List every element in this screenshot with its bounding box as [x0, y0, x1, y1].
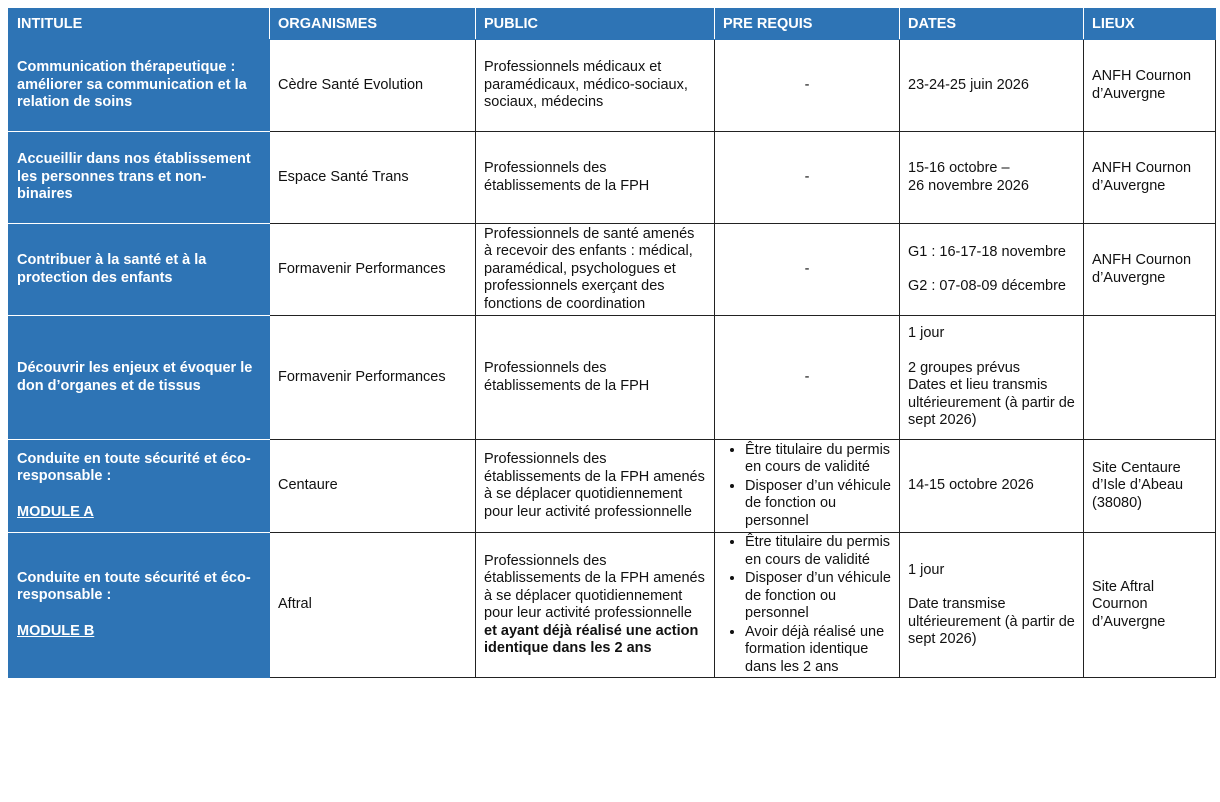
row-intitule	[9, 440, 270, 533]
table-row	[9, 533, 1216, 678]
row-dates: 23-24-25 juin 2026	[900, 40, 1084, 132]
row-prerequis	[715, 533, 900, 678]
row-public: Professionnels des établissements de la FPH	[476, 316, 715, 440]
row-lieu: ANFH Cournon d’Auvergne	[1084, 40, 1216, 132]
module-label: MODULE A	[17, 503, 94, 520]
row-public: Professionnels des établissements de la FPH	[476, 132, 715, 224]
public-bold-text: et ayant déjà réalisé une action identique dans les 2 ans	[484, 622, 699, 656]
public-text: Professionnels des établissements de la FPH amenés à se déplacer quotidiennement pour leur activité professionnelle	[484, 552, 705, 621]
row-dates	[900, 132, 1084, 224]
row-dates	[900, 533, 1084, 678]
list-item: • Disposer d’un véhicule de fonction ou personnel	[745, 478, 891, 531]
dates-line: 2 groupes prévus	[908, 359, 1021, 376]
header-organismes: ORGANISMES	[270, 9, 476, 40]
row-prerequis: -	[715, 132, 900, 224]
table-row	[9, 316, 1216, 440]
row-lieu	[1084, 316, 1216, 440]
prerequis-list	[723, 534, 891, 676]
dates-line: Date transmise ultérieurement (à partir de sept 2026)	[908, 596, 1075, 647]
row-dates	[900, 224, 1084, 316]
header-row	[9, 9, 1216, 40]
row-intitule	[9, 533, 270, 678]
row-organisme: Aftral	[270, 533, 476, 678]
dates-line: G1 : 16-17-18 novembre	[908, 243, 1066, 260]
dates-line: 15-16 octobre –	[908, 160, 1010, 176]
row-lieu: Site Centaure d’Isle d’Abeau (38080)	[1084, 440, 1216, 533]
header-dates: DATES	[900, 9, 1084, 40]
row-dates: 14-15 octobre 2026	[900, 440, 1084, 533]
row-public: Professionnels de santé amenés à recevoir des enfants : médical, paramédical, psychologues et professionnels exerçant des fonctions de coordination	[476, 224, 715, 316]
list-item: • Disposer d’un véhicule de fonction ou personnel	[745, 570, 891, 623]
row-organisme: Cèdre Santé Evolution	[270, 40, 476, 132]
row-organisme: Centaure	[270, 440, 476, 533]
row-prerequis: -	[715, 224, 900, 316]
table-row	[9, 40, 1216, 132]
prerequis-list	[723, 442, 891, 531]
row-public: Professionnels médicaux et paramédicaux, médico-sociaux, sociaux, médecins	[476, 40, 715, 132]
row-prerequis	[715, 440, 900, 533]
intitule-text: Conduite en toute sécurité et éco-responsable :	[17, 450, 251, 485]
training-table	[8, 8, 1216, 678]
row-lieu: ANFH Cournon d’Auvergne	[1084, 224, 1216, 316]
module-label: MODULE B	[17, 622, 95, 639]
row-intitule: Accueillir dans nos établissement les personnes trans et non-binaires	[9, 132, 270, 224]
row-intitule: Communication thérapeutique : améliorer sa communication et la relation de soins	[9, 40, 270, 132]
dates-line: Dates et lieu transmis ultérieurement (à partir de sept 2026)	[908, 377, 1075, 429]
row-prerequis: -	[715, 40, 900, 132]
list-item: • Avoir déjà réalisé une formation identique dans les 2 ans	[745, 624, 891, 677]
table-row	[9, 224, 1216, 316]
header-intitule: INTITULE	[9, 9, 270, 40]
header-prerequis: PRE REQUIS	[715, 9, 900, 40]
row-public: Professionnels des établissements de la FPH amenés à se déplacer quotidiennement pour leur activité professionnelle	[476, 440, 715, 533]
row-intitule: Contribuer à la santé et à la protection des enfants	[9, 224, 270, 316]
row-public	[476, 533, 715, 678]
dates-line: 1 jour	[908, 561, 945, 578]
row-organisme: Formavenir Performances	[270, 224, 476, 316]
header-public: PUBLIC	[476, 9, 715, 40]
table-row	[9, 132, 1216, 224]
list-item: • Être titulaire du permis en cours de validité	[745, 442, 891, 477]
row-organisme: Espace Santé Trans	[270, 132, 476, 224]
dates-line: 1 jour	[908, 325, 945, 342]
row-organisme: Formavenir Performances	[270, 316, 476, 440]
dates-line: G2 : 07-08-09 décembre	[908, 278, 1066, 294]
row-prerequis: -	[715, 316, 900, 440]
row-dates	[900, 316, 1084, 440]
row-intitule: Découvrir les enjeux et évoquer le don d’organes et de tissus	[9, 316, 270, 440]
row-lieu: ANFH Cournon d’Auvergne	[1084, 132, 1216, 224]
intitule-text: Conduite en toute sécurité et éco-responsable :	[17, 569, 251, 604]
list-item: • Être titulaire du permis en cours de validité	[745, 534, 891, 569]
header-lieux: LIEUX	[1084, 9, 1216, 40]
row-lieu: Site Aftral Cournon d’Auvergne	[1084, 533, 1216, 678]
dates-line: 26 novembre 2026	[908, 177, 1029, 194]
table-row	[9, 440, 1216, 533]
